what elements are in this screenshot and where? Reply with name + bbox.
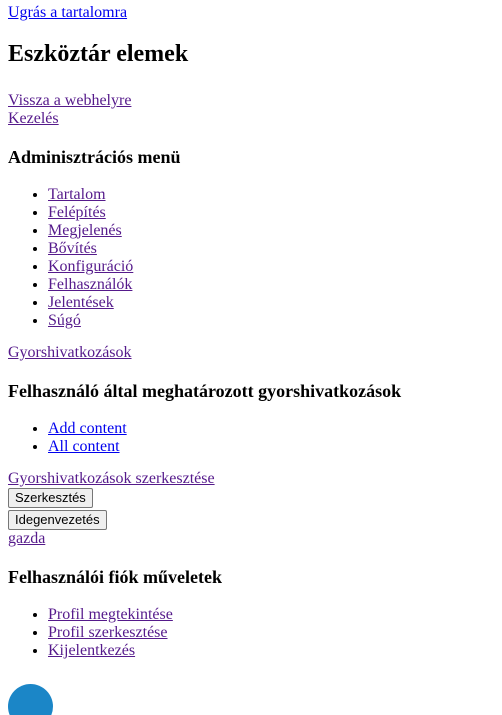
admin-menu-link-extend[interactable]: Bővítés xyxy=(48,240,97,257)
shortcut-item xyxy=(48,438,494,456)
admin-menu-link-reports[interactable]: Jelentések xyxy=(48,294,114,311)
admin-menu-item xyxy=(48,294,494,312)
view-profile-link[interactable]: Profil megtekintése xyxy=(48,606,173,623)
admin-menu-item xyxy=(48,222,494,240)
admin-menu-item xyxy=(48,186,494,204)
shortcuts-list xyxy=(8,420,494,456)
admin-menu-item xyxy=(48,276,494,294)
tour-button[interactable]: Idegenvezetés xyxy=(8,510,107,530)
shortcut-all-content-link[interactable]: All content xyxy=(48,438,120,455)
admin-menu-heading: Adminisztrációs menü xyxy=(8,147,181,167)
edit-profile-link[interactable]: Profil szerkesztése xyxy=(48,624,168,641)
admin-menu-item xyxy=(48,312,494,330)
admin-menu-list xyxy=(8,186,494,330)
account-action-item xyxy=(48,606,494,624)
account-actions-list xyxy=(8,606,494,660)
admin-menu-link-people[interactable]: Felhasználók xyxy=(48,276,133,293)
account-action-item xyxy=(48,642,494,660)
admin-menu-link-help[interactable]: Súgó xyxy=(48,312,81,329)
admin-menu-item xyxy=(48,258,494,276)
edit-shortcuts-link[interactable]: Gyorshivatkozások szerkesztése xyxy=(8,470,215,487)
logout-link[interactable]: Kijelentkezés xyxy=(48,642,136,659)
toolbar-circle-button[interactable] xyxy=(8,684,53,715)
skip-to-content-link[interactable]: Ugrás a tartalomra xyxy=(8,4,128,21)
admin-menu-link-appearance[interactable]: Megjelenés xyxy=(48,222,122,239)
admin-menu-item xyxy=(48,204,494,222)
admin-menu-item xyxy=(48,240,494,258)
shortcut-add-content-link[interactable]: Add content xyxy=(48,420,127,437)
page xyxy=(0,4,502,660)
page-title: Eszköztár elemek xyxy=(8,41,189,67)
account-action-item xyxy=(48,624,494,642)
admin-menu-link-configuration[interactable]: Konfiguráció xyxy=(48,258,134,275)
top-links xyxy=(8,92,494,128)
admin-menu-link-content[interactable]: Tartalom xyxy=(48,186,106,203)
shortcut-item xyxy=(48,420,494,438)
manage-link[interactable]: Kezelés xyxy=(8,110,59,127)
shortcuts-link[interactable]: Gyorshivatkozások xyxy=(8,344,132,361)
user-account-link[interactable]: gazda xyxy=(8,530,46,547)
back-to-site-link[interactable]: Vissza a webhelyre xyxy=(8,92,132,109)
shortcuts-heading: Felhasználó által meghatározott gyorshivatkozások xyxy=(8,381,402,401)
admin-menu-link-structure[interactable]: Felépítés xyxy=(48,204,106,221)
account-actions-heading: Felhasználói fiók műveletek xyxy=(8,567,222,587)
edit-button[interactable]: Szerkesztés xyxy=(8,488,93,508)
